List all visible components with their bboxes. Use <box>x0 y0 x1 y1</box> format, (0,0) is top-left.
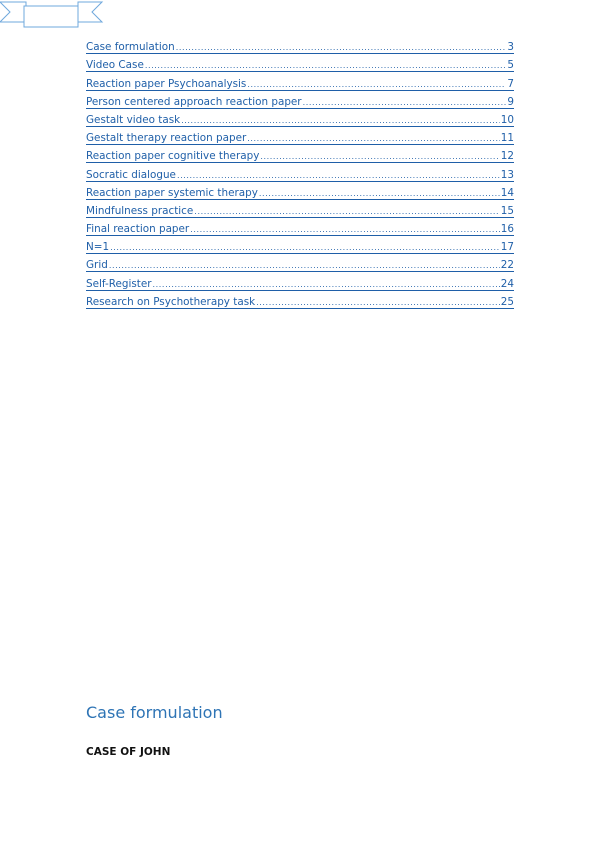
toc-entry[interactable] <box>86 291 514 309</box>
toc-dot-leader <box>247 80 506 90</box>
toc-entry[interactable] <box>86 272 514 290</box>
table-of-contents <box>86 36 514 309</box>
case-subheading: CASE OF JOHN <box>86 746 171 758</box>
toc-entry-page: 15 <box>500 204 514 217</box>
toc-dot-leader <box>190 225 500 235</box>
toc-entry[interactable] <box>86 54 514 72</box>
toc-entry[interactable] <box>86 200 514 218</box>
section-heading: Case formulation <box>86 703 223 722</box>
toc-dot-leader <box>109 261 500 271</box>
toc-entry-page: 16 <box>500 223 514 236</box>
toc-dot-leader <box>181 116 500 126</box>
toc-entry-title: Video Case <box>86 59 144 72</box>
toc-entry-page: 3 <box>507 41 514 54</box>
toc-dot-leader <box>247 134 500 144</box>
toc-entry[interactable] <box>86 254 514 272</box>
toc-entry[interactable] <box>86 127 514 145</box>
toc-entry-title: Person centered approach reaction paper <box>86 95 302 108</box>
toc-entry[interactable] <box>86 91 514 109</box>
toc-entry-page: 22 <box>500 259 514 272</box>
toc-entry-title: Grid <box>86 259 108 272</box>
toc-dot-leader <box>303 98 507 108</box>
toc-entry-page: 17 <box>500 241 514 254</box>
toc-dot-leader <box>260 152 499 162</box>
toc-dot-leader <box>110 243 500 253</box>
toc-entry-title: Final reaction paper <box>86 223 190 236</box>
toc-entry-title: Gestalt video task <box>86 113 181 126</box>
toc-entry-title: Research on Psychotherapy task <box>86 295 256 308</box>
toc-entry-title: Mindfulness practice <box>86 204 194 217</box>
toc-entry[interactable] <box>86 72 514 90</box>
toc-entry[interactable] <box>86 182 514 200</box>
toc-entry-page: 7 <box>507 77 514 90</box>
toc-dot-leader <box>256 298 500 308</box>
toc-dot-leader <box>177 171 500 181</box>
toc-dot-leader <box>145 61 507 71</box>
toc-entry[interactable] <box>86 163 514 181</box>
toc-entry-title: Reaction paper Psychoanalysis <box>86 77 247 90</box>
toc-entry-page: 9 <box>507 95 514 108</box>
toc-entry-page: 14 <box>500 186 514 199</box>
toc-entry-page: 25 <box>500 295 514 308</box>
toc-entry-page: 5 <box>507 59 514 72</box>
toc-dot-leader <box>259 189 500 199</box>
ribbon-banner-icon <box>0 0 104 30</box>
toc-entry-page: 24 <box>500 277 514 290</box>
toc-entry-title: Reaction paper systemic therapy <box>86 186 258 199</box>
toc-entry-title: Case formulation <box>86 41 175 54</box>
toc-entry-title: Reaction paper cognitive therapy <box>86 150 260 163</box>
toc-entry-title: Gestalt therapy reaction paper <box>86 132 247 145</box>
toc-entry[interactable] <box>86 109 514 127</box>
toc-entry-title: Socratic dialogue <box>86 168 176 181</box>
toc-entry[interactable] <box>86 218 514 236</box>
toc-entry[interactable] <box>86 145 514 163</box>
toc-dot-leader <box>176 43 507 53</box>
toc-entry-title: Self-Register <box>86 277 152 290</box>
toc-entry-page: 12 <box>500 150 514 163</box>
toc-dot-leader <box>194 207 499 217</box>
toc-dot-leader <box>153 280 500 290</box>
toc-entry-title: N=1 <box>86 241 110 254</box>
toc-entry-page: 13 <box>500 168 514 181</box>
toc-entry[interactable] <box>86 236 514 254</box>
toc-entry[interactable] <box>86 36 514 54</box>
toc-entry-page: 11 <box>500 132 514 145</box>
toc-entry-page: 10 <box>500 113 514 126</box>
